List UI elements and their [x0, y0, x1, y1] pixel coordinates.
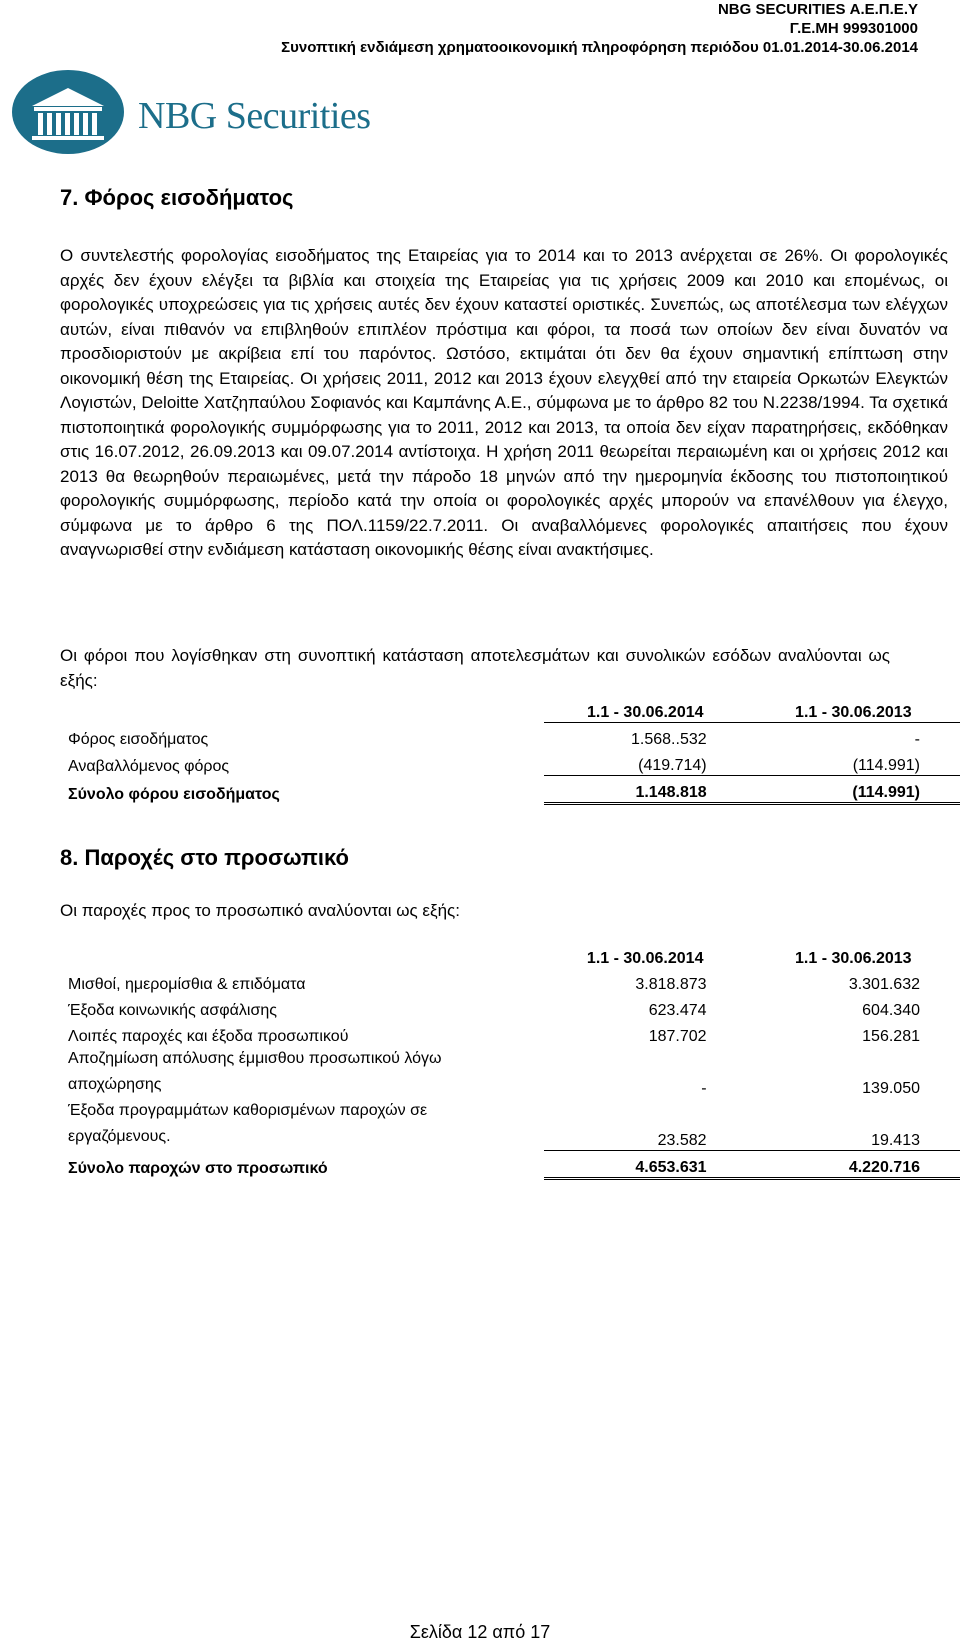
total-label: Σύνολο παροχών στο προσωπικό: [68, 1160, 328, 1177]
section-7-intro: Οι φόροι που λογίσθηκαν στη συνοπτική κατάσταση αποτελεσμάτων και συνολικών εσόδων αναλύονται ως εξής:: [60, 646, 890, 690]
total-value: 4.653.631: [544, 1150, 747, 1178]
total-label: Σύνολο φόρου εισοδήματος: [68, 785, 280, 803]
row-label: Λοιπές παροχές και έξοδα προσωπικού: [68, 1028, 349, 1045]
cell-value: 623.474: [648, 1002, 707, 1019]
registry-number: Γ.Ε.ΜΗ 999301000: [789, 20, 918, 37]
table-row: [60, 723, 960, 750]
row-label: Αναβαλλόμενος φόρος: [68, 757, 230, 775]
total-row: [60, 776, 960, 804]
total-value: (114.991): [747, 776, 960, 804]
total-value: 4.220.716: [747, 1150, 960, 1178]
report-period: Συνοπτική ενδιάμεση χρηματοοικονομική πληροφόρηση περιόδου 01.01.2014-30.06.2014: [281, 39, 918, 56]
company-name: NBG SECURITIES Α.Ε.Π.Ε.Υ: [717, 1, 918, 18]
row-label: [60, 1098, 544, 1150]
table-header-row: [60, 696, 960, 723]
cell-value: 187.702: [648, 1028, 707, 1045]
row-label: Φόρος εισοδήματος: [68, 731, 209, 748]
document-header: [281, 0, 918, 57]
row-label: [60, 1046, 544, 1098]
row-label: Μισθοί, ημερομίσθια & επιδόματα: [68, 976, 306, 993]
page-number: Σελίδα 12 από 17: [409, 1622, 551, 1642]
nbg-logo: [10, 68, 371, 158]
section-8-intro: Οι παροχές προς το προσωπικό αναλύονται ως εξής:: [60, 901, 460, 920]
cell-value: -: [701, 1080, 707, 1097]
row-label: Έξοδα κοινωνικής ασφάλισης: [68, 1002, 277, 1019]
bank-building-icon: [10, 68, 130, 158]
table-row: [60, 968, 960, 994]
table-row: [60, 1098, 960, 1150]
column-header: 1.1 - 30.06.2014: [544, 696, 747, 723]
cell-value: (419.714): [544, 749, 747, 776]
cell-value: 3.301.632: [848, 976, 920, 993]
employee-benefits-table: [60, 942, 960, 1180]
cell-value: 156.281: [862, 1028, 920, 1045]
row-label-line: εργαζόμενους.: [68, 1128, 171, 1145]
table-row: [60, 1046, 960, 1098]
section-7-title: 7. Φόρος εισοδήματος: [60, 185, 294, 210]
table-header-row: [60, 942, 960, 968]
section-8-title: 8. Παροχές στο προσωπικό: [60, 845, 349, 870]
column-header: 1.1 - 30.06.2013: [747, 696, 960, 723]
logo-text: NBG Securities: [138, 95, 371, 137]
total-value: 1.148.818: [544, 776, 747, 804]
table-row: [60, 749, 960, 776]
cell-value: 23.582: [544, 1098, 747, 1150]
cell-value: (114.991): [747, 749, 960, 776]
row-label-line: Αποζημίωση απόλυσης έμμισθου προσωπικού λόγω: [68, 1050, 442, 1067]
cell-value: 604.340: [862, 1002, 920, 1019]
cell-value: 139.050: [862, 1080, 920, 1097]
row-label-line: αποχώρησης: [68, 1076, 162, 1093]
cell-value: 1.568..532: [631, 731, 707, 748]
table-row: [60, 994, 960, 1020]
column-header: 1.1 - 30.06.2014: [586, 950, 704, 967]
row-label-line: Έξοδα προγραμμάτων καθορισμένων παροχών σε: [68, 1102, 428, 1119]
cell-value: 19.413: [747, 1098, 960, 1150]
table-row: [60, 1020, 960, 1046]
column-header: 1.1 - 30.06.2013: [795, 950, 912, 967]
income-tax-table: [60, 696, 960, 805]
total-row: [60, 1150, 960, 1178]
cell-value: -: [914, 731, 920, 748]
cell-value: 3.818.873: [635, 976, 707, 993]
section-7-paragraph: Ο συντελεστής φορολογίας εισοδήματος της Εταιρείας για το 2014 και το 2013 ανέρχεται σε 26%. Οι φορολογικές αρχές δεν έχουν ελέγξει τα βιβλία και στοιχεία της Εταιρείας για τις χρήσεις 2009 και 2010 και επομένως, οι φορολογικές υποχρεώσεις για τις χρήσεις αυτές δεν έχουν καταστεί οριστικές. Συνεπώς, ως αποτέλεσμα των ελέγχων αυτών, είναι πιθανόν να επιβληθούν επιπλέον πρόστιμα και φόροι, τα ποσά των οποίων δεν είναι δυνατόν να προσδιοριστούν με ακρίβεια επί του παρόντος. Ωστόσο, εκτιμάται ότι δεν θα έχουν σημαντική επίπτωση στην οικονομική θέση της Εταιρείας. Οι χρήσεις 2011, 2012 και 2013 έχουν ελεγχθεί από την εταιρεία Ορκωτών Ελεγκτών Λογιστών, Deloitte Χατζηπαύλου Σοφιανός και Καμπάνης Α.Ε., σύμφωνα με το άρθρο 82 του Ν.2238/1994. Τα σχετικά πιστοποιητικά φορολογικής συμμόρφωσης για το 2011, 2012 και 2013, τα οποία δεν είχαν παρατηρήσεις, εκδόθηκαν στις 16.07.2012, 26.09.2013 και 09.07.2014 αντίστοιχα. Η χρήση 2011 θεωρείται περαιωμένη και οι χρήσεις 2012 και 2013 θα θεωρηθούν περαιωμένες, μετά την πάροδο 18 μηνών από την ημερομηνία έκδοσης του πιστοποιητικού φορολογικής συμμόρφωσης, περίοδο κατά την οποία οι φορολογικές αρχές μπορούν να επανέλθουν για έλεγχο, σύμφωνα με το άρθρο 6 της ΠΟΛ.1159/22.7.2011. Οι αναβαλλόμενες φορολογικές απαιτήσεις που έχουν αναγνωρισθεί στην ενδιάμεση κατάσταση οικονομικής θέσης είναι ανακτήσιμες.: [60, 246, 948, 559]
